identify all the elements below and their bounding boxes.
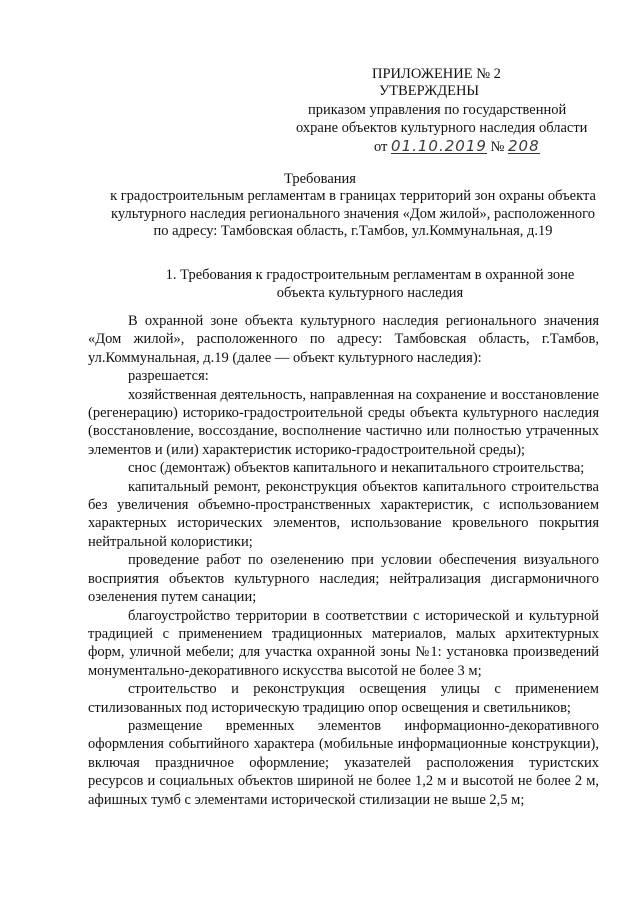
document-body [88,312,599,809]
order-line-2: охране объектов культурного наследия области [296,120,588,136]
number-prefix: № [490,139,505,155]
order-line-1: приказом управления по государственной [308,102,567,118]
section-heading: 1. Требования к градостроительным регламентам в охранной зоне объекта культурного наследия [165,267,575,301]
date-prefix: от [374,139,388,155]
body-paragraph: хозяйственная деятельность, направленная на сохранение и восстановление (регенерацию) историко-градостроительной среды объекта культурного наследия (восстановление, воссоздание, восполнение частично или полностью утраченных элементов и (или) характеристик историко-градостроительной среды); [88,386,599,458]
approved-label: УТВЕРЖДЕНЫ [379,83,480,99]
body-paragraph: строительство и реконструкция освещения улицы с применением стилизованных под историческую традицию опор освещения и светильников; [88,681,599,716]
document-subtitle: к градостроительным регламентам в границах территорий зон охраны объекта культурного наследия регионального значения «Дом жилой», расположенного по адресу: Тамбовская область, г.Тамбов, ул.Коммунальная, д.19 [110,188,596,239]
body-paragraph: благоустройство территории в соответствии с исторической и культурной традицией с применением традиционных материалов, малых архитектурных форм, уличной мебели; для участка охранной зоны №1: установка произведений монументально-декоративного искусства высотой не более 3 м; [88,607,599,679]
handwritten-date: 01.10.2019 [391,137,487,155]
document-heading: Требования [284,171,356,187]
body-paragraph: проведение работ по озеленению при условии обеспечения визуального восприятия объектов культурного наследия; нейтрализация дисгармоничного озеленения путем санации; [88,552,599,606]
order-date-line [374,139,540,156]
appendix-label: ПРИЛОЖЕНИЕ № 2 [372,66,501,82]
handwritten-number: 208 [508,137,540,155]
body-paragraph: размещение временных элементов информационно-декоративного оформления событийного характера (мобильные информационные конструкции), включая праздничное оформление; указателей расположения туристских ресурсов и социальных объектов шириной не более 1,2 м и высотой не более 2 м, афишных тумб с элементами исторической стилизации не выше 2,5 м; [88,717,599,808]
body-paragraph: разрешается: [128,368,209,385]
body-paragraph: снос (демонтаж) объектов капитального и некапитального строительства; [128,460,585,477]
body-paragraph: В охранной зоне объекта культурного наследия регионального значения «Дом жилой», расположенного по адресу: Тамбовская область, г.Тамбов, ул.Коммунальная, д.19 (далее — объект культурного наследия): [88,313,599,366]
body-paragraph: капитальный ремонт, реконструкция объектов капитального строительства без увеличения объемно-пространственных характеристик, с использованием характерных исторических элементов, использование кровельного покрытия нейтральной колористики; [88,478,599,550]
